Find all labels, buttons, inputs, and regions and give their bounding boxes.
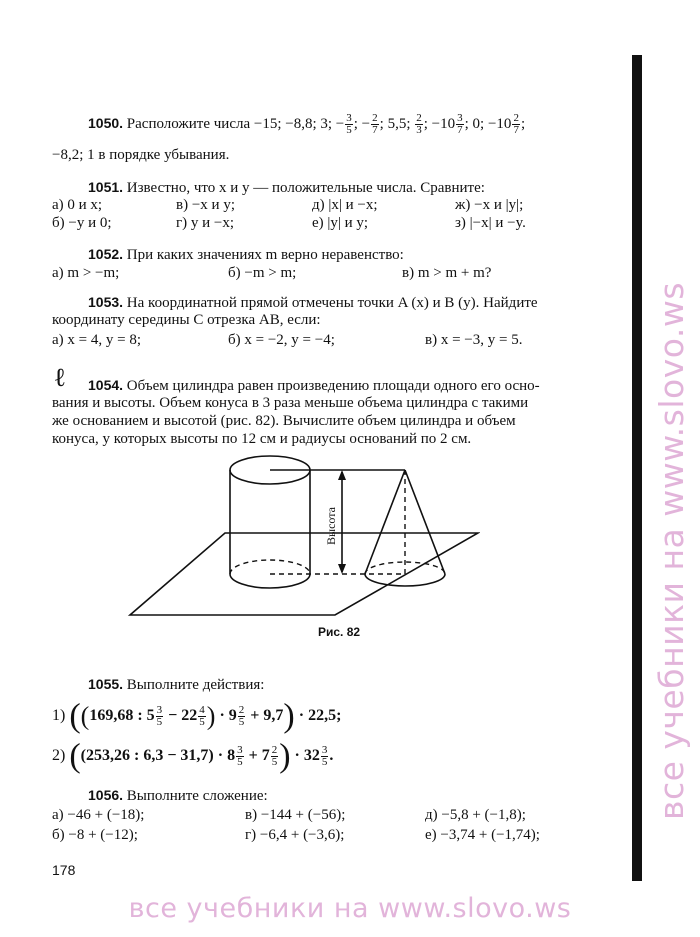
- cylinder-base-back: [230, 560, 310, 574]
- option: е) −3,74 + (−1,74);: [425, 827, 540, 843]
- expression-2: 2) ((253,26 : 6,3 − 31,7) · 8 $\frac{3}{5}$ + 7 $\frac{2}{5}$ ) · 32 $\frac{3}{5}$ .: [52, 737, 334, 775]
- fraction: $\frac{3}{7}$: [457, 112, 463, 136]
- problem-1054-line4: конуса, у которых высоты по 12 см и радиусы оснований по 2 см.: [52, 431, 472, 447]
- option: б) −m > m;: [228, 265, 297, 281]
- text: Выполните сложение:: [126, 788, 268, 804]
- text: .: [329, 747, 334, 764]
- problem-number: 1052.: [88, 246, 124, 262]
- text: + 7: [244, 747, 270, 764]
- text: ; −: [353, 115, 371, 132]
- text: Известно, что x и y — положительные числа. Сравните:: [126, 180, 485, 196]
- option: е) |y| и y;: [312, 215, 369, 231]
- problem-1056-text: [88, 786, 268, 805]
- option: в) −144 + (−56);: [245, 807, 346, 823]
- cone-side: [365, 470, 405, 574]
- option: г) y и −x;: [176, 215, 235, 231]
- figure-caption: Рис. 82: [318, 625, 361, 639]
- problem-1053-line1: [88, 293, 538, 312]
- figure-cylinder-cone: [120, 450, 480, 620]
- problem-1055-text: [88, 675, 264, 694]
- option: б) −y и 0;: [52, 215, 112, 231]
- text: ;: [520, 115, 526, 132]
- fraction: $\frac{2}{5}$: [271, 743, 278, 768]
- text: · 9: [215, 707, 237, 724]
- problem-1051-text: [88, 178, 485, 197]
- text: ; 5,5;: [379, 115, 411, 132]
- plane: [130, 533, 478, 615]
- fraction: $\frac{2}{3}$: [416, 112, 422, 136]
- option: а) −46 + (−18);: [52, 807, 145, 823]
- fraction: $\frac{2}{7}$: [372, 112, 378, 136]
- problem-number: 1055.: [88, 676, 124, 692]
- option: а) m > −m;: [52, 265, 120, 281]
- option: д) |x| и −x;: [312, 197, 378, 213]
- problem-number: 1053.: [88, 294, 124, 310]
- page-number: 178: [52, 862, 76, 878]
- edge-bar: [632, 55, 642, 881]
- option: в) x = −3, y = 5.: [425, 332, 523, 348]
- expression-1: 1) ((169,68 : 5 $\frac{3}{5}$ − 22 $\frac{4}{5}$ ) · 9 $\frac{2}{5}$ + 9,7) · 22,5;: [52, 697, 342, 735]
- problem-1053-line2: координату середины C отрезка AB, если:: [52, 312, 321, 328]
- option: б) −8 + (−12);: [52, 827, 138, 843]
- problem-number: 1056.: [88, 787, 124, 803]
- text: Расположите числа −15; −8,8; 3; −: [126, 115, 345, 132]
- fraction: $\frac{2}{7}$: [513, 112, 519, 136]
- text: · 22,5;: [294, 707, 342, 724]
- label: 2): [52, 747, 66, 764]
- option: а) x = 4, y = 8;: [52, 332, 141, 348]
- problem-number: 1050.: [88, 114, 124, 131]
- watermark-side: все учебники на www.slovo.ws: [652, 281, 691, 820]
- problem-marker-icon: ℓ: [55, 363, 65, 393]
- text: Выполните действия:: [126, 677, 265, 693]
- text: − 22: [164, 707, 198, 724]
- option: ж) −x и |y|;: [455, 197, 524, 213]
- problem-1050-line2: −8,2; 1 в порядке убывания.: [52, 147, 230, 163]
- watermark-bottom: все учебники на www.slovo.ws: [128, 893, 572, 924]
- problem-1054-line2: вания и высоты. Объем конуса в 3 раза меньше объема цилиндра с такими: [52, 395, 529, 411]
- label: 1): [52, 707, 66, 724]
- text: ; 0; −10: [464, 115, 512, 132]
- text: Объем цилиндра равен произведению площади одного его осно-: [126, 378, 540, 394]
- height-label: Высота: [324, 507, 338, 545]
- option: д) −5,8 + (−1,8);: [425, 807, 526, 823]
- fraction: $\frac{3}{5}$: [321, 743, 328, 768]
- option: з) |−x| и −y.: [455, 215, 526, 231]
- fraction: $\frac{4}{5}$: [199, 703, 205, 728]
- fraction: $\frac{3}{5}$: [237, 743, 243, 768]
- option: в) m > m + m?: [402, 265, 492, 281]
- option: г) −6,4 + (−3,6);: [245, 827, 345, 843]
- cone-side: [405, 470, 445, 574]
- option: б) x = −2, y = −4;: [228, 332, 335, 348]
- fraction: $\frac{2}{5}$: [238, 703, 245, 728]
- problem-1052-text: [88, 245, 404, 264]
- text: 169,68 : 5: [89, 707, 155, 724]
- cylinder-base-front: [230, 574, 310, 588]
- option: в) −x и y;: [176, 197, 235, 213]
- fraction: $\frac{3}{5}$: [346, 112, 352, 136]
- fraction: $\frac{3}{5}$: [156, 703, 163, 728]
- text: При каких значениях m верно неравенство:: [126, 247, 404, 263]
- option: а) 0 и x;: [52, 197, 103, 213]
- text: · 32: [290, 747, 320, 764]
- problem-1054-line3: же основанием и высотой (рис. 82). Вычислите объем цилиндра и объем: [52, 413, 516, 429]
- problem-1050-line1: [88, 113, 525, 136]
- text: + 9,7: [246, 707, 284, 724]
- problem-1054-line1: [88, 376, 540, 395]
- problem-number: 1054.: [88, 377, 124, 393]
- text: (253,26 : 6,3 − 31,7) · 8: [80, 747, 236, 764]
- text: ; −10: [423, 115, 456, 132]
- text: На координатной прямой отмечены точки A (x) и B (y). Найдите: [126, 295, 538, 311]
- cone-base-front: [365, 574, 445, 586]
- problem-number: 1051.: [88, 179, 124, 195]
